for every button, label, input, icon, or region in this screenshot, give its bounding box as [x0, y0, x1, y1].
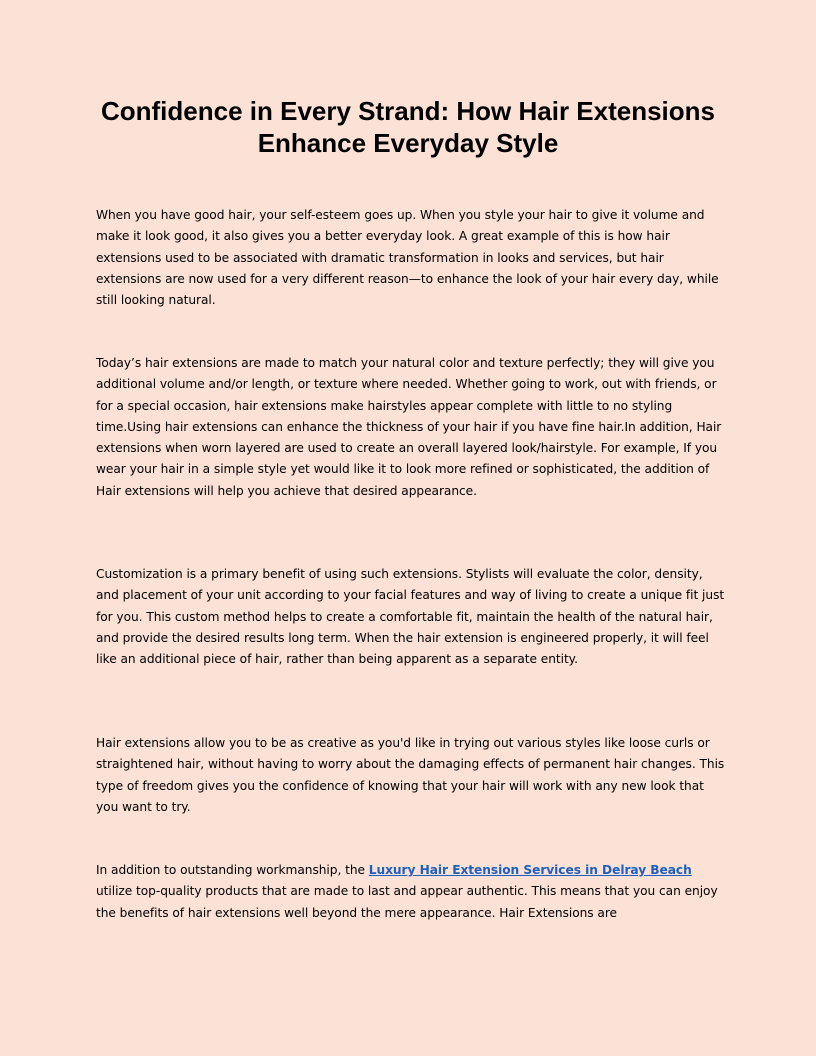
paragraph-services-rest: utilize top-quality products that are made to last and appear authentic. This means that you can enjoy the benefits of hair extensions well beyond the mere appearance. Hair Extensions are: [96, 884, 718, 920]
paragraph-services: [96, 860, 728, 924]
paragraph-modern-extensions: Today’s hair extensions are made to match your natural color and texture perfectly; they will give you additional volume and/or length, or texture where needed. Whether going to work, out with friends, or for a special occasion, hair extensions make hairstyles appear complete with little to no styling time.Using hair extensions can enhance the thickness of your hair if you have fine hair.In addition, Hair extensions when worn layered are used to create an overall layered look/hairstyle. For example, If you wear your hair in a simple style yet would like it to look more refined or sophisticated, the addition of Hair extensions will help you achieve that desired appearance.: [96, 356, 722, 498]
paragraph-services-lead: In addition to outstanding workmanship, the: [96, 863, 369, 877]
paragraph-intro: When you have good hair, your self-esteem goes up. When you style your hair to give it volume and make it look good, it also gives you a better everyday look. A great example of this is how hair extensions used to be associated with dramatic transformation in looks and services, but hair extensions are now used for a very different reason—to enhance the look of your hair every day, while still looking natural.: [96, 208, 719, 308]
luxury-hair-extension-services-link[interactable]: Luxury Hair Extension Services in Delray Beach: [368, 863, 692, 877]
page-title: Confidence in Every Strand: How Hair Extensions Enhance Everyday Style: [100, 96, 716, 158]
paragraph-customization: Customization is a primary benefit of using such extensions. Stylists will evaluate the color, density, and placement of your unit according to your facial features and way of living to create a unique fit just for you. This custom method helps to create a comfortable fit, maintain the health of the natural hair, and provide the desired results long term. When the hair extension is engineered properly, it will feel like an additional piece of hair, rather than being apparent as a separate entity.: [96, 567, 725, 667]
paragraph-creativity: Hair extensions allow you to be as creative as you'd like in trying out various styles like loose curls or straightened hair, without having to worry about the damaging effects of permanent hair changes. This type of freedom gives you the confidence of knowing that your hair will work with any new look that you want to try.: [96, 736, 725, 814]
